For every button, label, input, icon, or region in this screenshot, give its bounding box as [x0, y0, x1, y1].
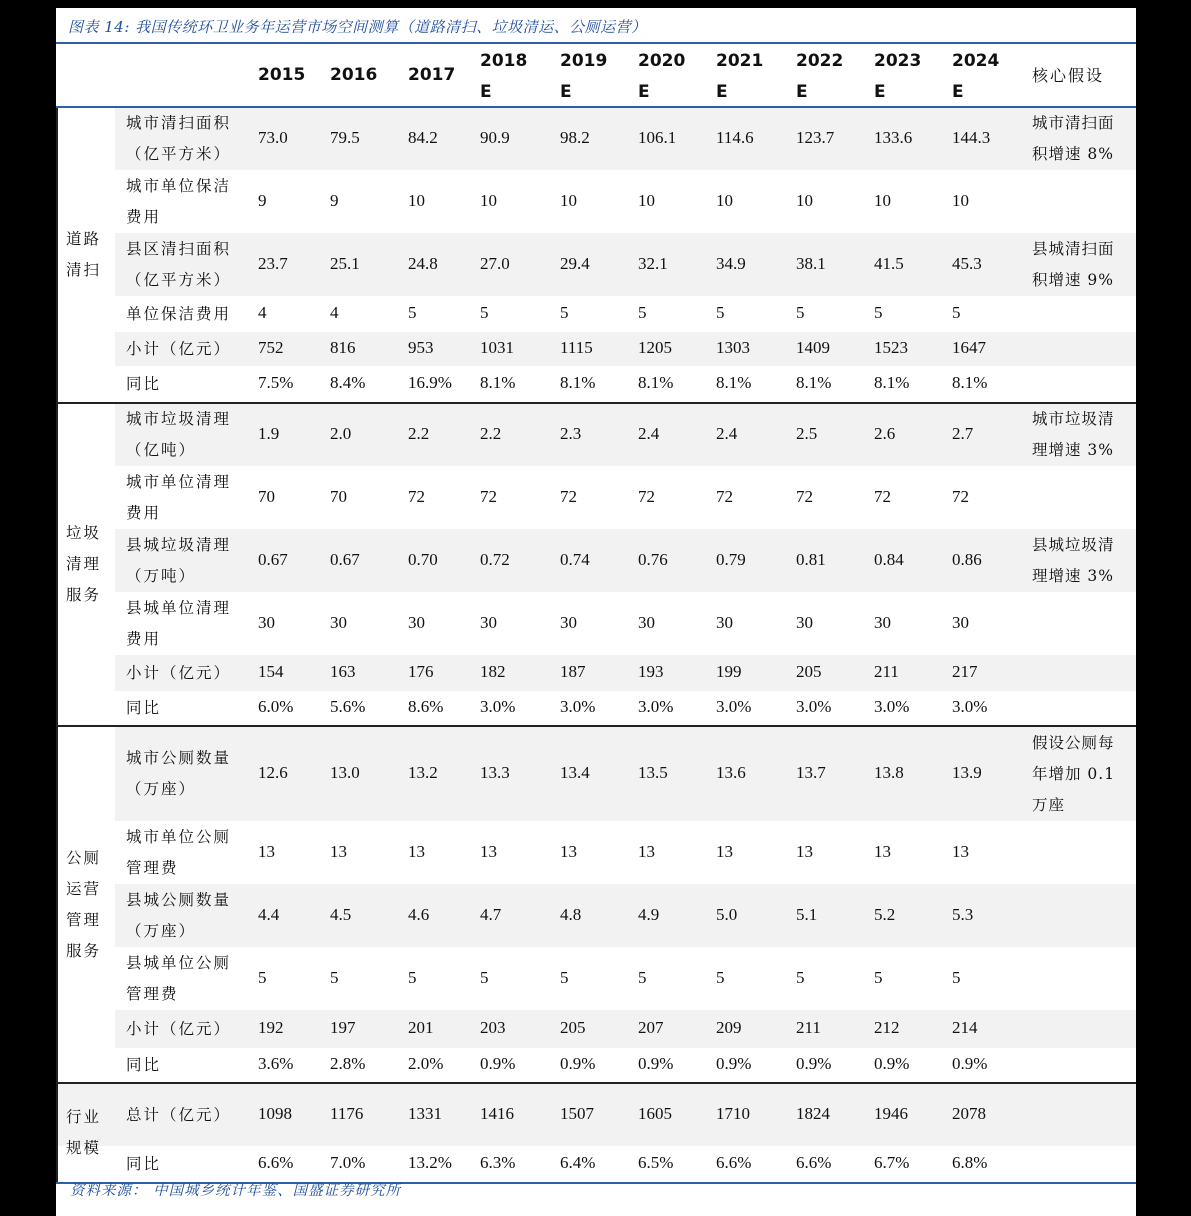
value-cell: 4.8	[560, 904, 582, 924]
value-cell: 13.2	[408, 763, 438, 782]
value-cell: 3.0%	[952, 697, 988, 716]
value-cell: 5	[480, 303, 489, 322]
value-cell: 13	[560, 841, 577, 861]
year-header-2021: 2021	[716, 51, 764, 71]
value-cell: 2.6	[874, 424, 896, 443]
value-cell: 4	[330, 303, 339, 322]
value-cell: 4.5	[330, 904, 352, 924]
row-label: 总计（亿元）	[126, 1105, 232, 1124]
value-cell: 10	[874, 190, 891, 210]
value-cell: 0.67	[258, 549, 288, 569]
value-cell: 5	[952, 967, 961, 987]
value-cell: 10	[796, 190, 813, 210]
value-cell: 2.2	[480, 424, 502, 443]
value-cell: 13.5	[638, 763, 668, 782]
value-cell: 0.67	[330, 549, 360, 569]
assumption-note: 年增加 0.1	[1032, 764, 1116, 783]
value-cell: 0.72	[480, 549, 510, 569]
value-cell: 5	[716, 303, 725, 322]
value-cell: 6.6%	[796, 1153, 832, 1172]
value-cell: 133.6	[874, 128, 913, 147]
year-header-estimate-mark: E	[560, 82, 572, 102]
value-cell: 8.1%	[480, 373, 516, 392]
value-cell: 6.5%	[638, 1153, 674, 1172]
value-cell: 5	[408, 967, 417, 987]
row-label: 同比	[126, 1055, 162, 1074]
value-cell: 5.3	[952, 904, 974, 924]
value-cell: 72	[408, 486, 425, 506]
value-cell: 30	[560, 612, 577, 632]
value-cell: 3.0%	[560, 697, 596, 716]
value-cell: 13.4	[560, 763, 590, 782]
row-label: 城市清扫面积	[126, 114, 232, 132]
row-label: 城市单位保洁	[126, 176, 232, 195]
value-cell: 1523	[874, 338, 908, 357]
value-cell: 8.1%	[796, 373, 832, 392]
year-header-estimate-mark: E	[716, 82, 728, 102]
assumption-note: 假设公厕每	[1032, 733, 1115, 752]
section-label: 清扫	[66, 261, 102, 279]
value-cell: 5	[874, 967, 883, 987]
section-label: 运营	[66, 879, 102, 898]
table-row	[115, 296, 1136, 332]
value-cell: 6.0%	[258, 697, 294, 716]
value-cell: 212	[874, 1018, 900, 1037]
value-cell: 203	[480, 1018, 506, 1037]
value-cell: 27.0	[480, 253, 510, 273]
value-cell: 13.0	[330, 763, 360, 782]
section-left-border	[56, 404, 58, 725]
value-cell: 2.4	[716, 424, 738, 443]
value-cell: 2.7	[952, 424, 974, 443]
value-cell: 13.9	[952, 763, 982, 782]
value-cell: 13	[638, 841, 655, 861]
value-cell: 0.9%	[716, 1054, 752, 1073]
value-cell: 30	[638, 612, 655, 632]
value-cell: 5.2	[874, 904, 896, 924]
assumption-note: 万座	[1032, 795, 1066, 814]
value-cell: 13	[952, 841, 969, 861]
value-cell: 2.5	[796, 424, 818, 443]
value-cell: 72	[874, 486, 891, 506]
value-cell: 30	[952, 612, 969, 632]
value-cell: 8.6%	[408, 697, 444, 716]
row-label: 管理费	[126, 984, 179, 1003]
assumption-note: 理增速 3%	[1032, 566, 1115, 585]
value-cell: 8.1%	[952, 373, 988, 392]
section-label: 公厕	[66, 848, 102, 867]
value-cell: 182	[480, 662, 506, 681]
value-cell: 4.6	[408, 904, 430, 924]
value-cell: 5	[952, 303, 961, 322]
section-label: 垃圾	[66, 524, 102, 542]
value-cell: 0.9%	[796, 1054, 832, 1073]
value-cell: 5	[796, 967, 805, 987]
value-cell: 205	[560, 1018, 586, 1037]
value-cell: 5	[638, 303, 647, 322]
value-cell: 13.3	[480, 763, 510, 782]
value-cell: 1416	[480, 1104, 514, 1123]
year-header-estimate-mark: E	[874, 82, 886, 102]
value-cell: 32.1	[638, 253, 668, 273]
value-cell: 13.2%	[408, 1153, 452, 1172]
value-cell: 9	[258, 190, 267, 210]
value-cell: 10	[480, 190, 497, 210]
value-cell: 1031	[480, 338, 514, 357]
value-cell: 8.1%	[560, 373, 596, 392]
row-label: 同比	[126, 374, 162, 393]
value-cell: 6.6%	[716, 1153, 752, 1172]
value-cell: 106.1	[638, 128, 677, 147]
value-cell: 1303	[716, 338, 750, 357]
value-cell: 13	[408, 841, 425, 861]
value-cell: 0.86	[952, 549, 982, 569]
value-cell: 72	[796, 486, 813, 506]
assumption-note: 理增速 3%	[1032, 441, 1115, 459]
value-cell: 10	[560, 190, 577, 210]
value-cell: 1331	[408, 1104, 442, 1123]
assumption-note: 城市清扫面	[1032, 114, 1115, 132]
value-cell: 1205	[638, 338, 672, 357]
value-cell: 154	[258, 662, 284, 681]
value-cell: 176	[408, 662, 434, 681]
section-label: 管理	[66, 910, 102, 929]
value-cell: 201	[408, 1018, 434, 1037]
year-header-estimate-mark: E	[952, 82, 964, 102]
value-cell: 30	[480, 612, 497, 632]
value-cell: 79.5	[330, 128, 360, 147]
value-cell: 199	[716, 662, 742, 681]
assumption-note: 积增速 8%	[1032, 145, 1115, 163]
row-label: 小计（亿元）	[126, 663, 232, 682]
section-label: 清理	[66, 555, 102, 573]
row-label: 单位保洁费用	[126, 304, 232, 323]
value-cell: 2.0	[330, 424, 352, 443]
section-label: 规模	[66, 1139, 102, 1157]
value-cell: 30	[874, 612, 891, 632]
value-cell: 0.70	[408, 549, 438, 569]
value-cell: 214	[952, 1018, 978, 1037]
value-cell: 211	[874, 662, 899, 681]
row-label: 县城垃圾清理	[126, 535, 232, 554]
value-cell: 72	[560, 486, 577, 506]
value-cell: 6.7%	[874, 1153, 910, 1172]
value-cell: 73.0	[258, 128, 288, 147]
value-cell: 9	[330, 190, 339, 210]
value-cell: 13	[874, 841, 891, 861]
value-cell: 1507	[560, 1104, 594, 1123]
value-cell: 70	[258, 486, 275, 506]
row-label: 同比	[126, 1154, 162, 1173]
value-cell: 24.8	[408, 253, 438, 273]
value-cell: 1098	[258, 1104, 292, 1123]
value-cell: 16.9%	[408, 373, 452, 392]
value-cell: 752	[258, 338, 284, 357]
value-cell: 205	[796, 662, 822, 681]
value-cell: 0.9%	[952, 1054, 988, 1073]
row-label: （亿平方米）	[126, 270, 232, 289]
value-cell: 163	[330, 662, 356, 681]
value-cell: 2.8%	[330, 1054, 366, 1073]
value-cell: 4.9	[638, 904, 660, 924]
value-cell: 1946	[874, 1104, 908, 1123]
value-cell: 3.0%	[796, 697, 832, 716]
value-cell: 8.1%	[874, 373, 910, 392]
value-cell: 8.4%	[330, 373, 366, 392]
value-cell: 6.8%	[952, 1153, 988, 1172]
value-cell: 13	[258, 841, 275, 861]
value-cell: 816	[330, 338, 356, 357]
assumption-note: 积增速 9%	[1032, 270, 1115, 289]
value-cell: 5	[560, 303, 569, 322]
value-cell: 0.81	[796, 549, 826, 569]
year-header-2020: 2020	[638, 51, 686, 71]
value-cell: 30	[716, 612, 733, 632]
section-left-border	[56, 108, 58, 402]
value-cell: 2078	[952, 1104, 986, 1123]
value-cell: 6.4%	[560, 1153, 596, 1172]
value-cell: 5	[480, 967, 489, 987]
assumption-note: 县城清扫面	[1032, 239, 1115, 258]
row-label: （万吨）	[126, 566, 197, 585]
value-cell: 13	[796, 841, 813, 861]
row-label: 县城单位公厕	[126, 953, 232, 972]
value-cell: 0.9%	[874, 1054, 910, 1073]
value-cell: 0.76	[638, 549, 668, 569]
value-cell: 13	[716, 841, 733, 861]
value-cell: 5	[638, 967, 647, 987]
value-cell: 6.6%	[258, 1153, 294, 1172]
section-left-border	[56, 727, 58, 1082]
value-cell: 30	[408, 612, 425, 632]
value-cell: 84.2	[408, 128, 438, 147]
value-cell: 217	[952, 662, 978, 681]
value-cell: 30	[258, 612, 275, 632]
year-header-2024: 2024	[952, 51, 1000, 71]
value-cell: 12.6	[258, 763, 288, 782]
table-row	[115, 170, 1136, 233]
value-cell: 1409	[796, 338, 830, 357]
value-cell: 10	[638, 190, 655, 210]
value-cell: 3.0%	[874, 697, 910, 716]
value-cell: 5.1	[796, 904, 818, 924]
section-label: 服务	[66, 941, 102, 960]
value-cell: 4	[258, 303, 267, 322]
value-cell: 13	[480, 841, 497, 861]
value-cell: 3.6%	[258, 1054, 294, 1073]
value-cell: 5	[330, 967, 339, 987]
value-cell: 5	[716, 967, 725, 987]
row-label: 费用	[126, 503, 162, 522]
source-note: 资料来源： 中国城乡统计年鉴、国盛证券研究所	[70, 1183, 402, 1199]
year-header-estimate-mark: E	[480, 82, 492, 102]
value-cell: 1176	[330, 1104, 364, 1123]
value-cell: 6.3%	[480, 1153, 516, 1172]
section-left-border	[56, 1084, 58, 1182]
value-cell: 4.7	[480, 904, 502, 924]
value-cell: 13.7	[796, 763, 826, 782]
row-label: 城市垃圾清理	[126, 410, 232, 428]
value-cell: 2.2	[408, 424, 430, 443]
value-cell: 209	[716, 1018, 742, 1037]
value-cell: 211	[796, 1018, 821, 1037]
value-cell: 72	[716, 486, 733, 506]
year-header-estimate-mark: E	[638, 82, 650, 102]
figure-title: 图表 14: 我国传统环卫业务年运营市场空间测算（道路清扫、垃圾清运、公厕运营）	[68, 18, 647, 36]
value-cell: 8.1%	[638, 373, 674, 392]
value-cell: 5	[560, 967, 569, 987]
value-cell: 0.84	[874, 549, 904, 569]
title-divider	[56, 42, 1136, 44]
value-cell: 72	[638, 486, 655, 506]
value-cell: 197	[330, 1018, 356, 1037]
section-label: 行业	[66, 1108, 102, 1126]
section-label: 道路	[66, 230, 102, 248]
value-cell: 3.0%	[480, 697, 516, 716]
row-label: 费用	[126, 207, 162, 226]
row-label: 城市单位公厕	[126, 827, 232, 846]
year-header-2019: 2019	[560, 51, 608, 71]
row-label: 城市公厕数量	[126, 749, 232, 767]
value-cell: 187	[560, 662, 586, 681]
assumption-note: 城市垃圾清	[1032, 410, 1115, 428]
assumption-header: 核心假设	[1032, 66, 1105, 85]
value-cell: 1647	[952, 338, 986, 357]
year-header-estimate-mark: E	[796, 82, 808, 102]
value-cell: 5	[408, 303, 417, 322]
value-cell: 13.8	[874, 763, 904, 782]
value-cell: 3.0%	[638, 697, 674, 716]
value-cell: 5	[258, 967, 267, 987]
value-cell: 72	[952, 486, 969, 506]
value-cell: 98.2	[560, 128, 590, 147]
value-cell: 1824	[796, 1104, 830, 1123]
section-label: 服务	[66, 586, 102, 604]
year-header-2016: 2016	[330, 65, 378, 85]
value-cell: 13	[330, 841, 347, 861]
year-header-2018: 2018	[480, 51, 528, 71]
value-cell: 34.9	[716, 253, 746, 273]
row-label: 费用	[126, 629, 162, 648]
value-cell: 90.9	[480, 128, 510, 147]
row-label: （亿吨）	[126, 441, 197, 459]
year-header-2017: 2017	[408, 65, 456, 85]
value-cell: 45.3	[952, 253, 982, 273]
row-label: 县城单位清理	[126, 598, 232, 617]
value-cell: 5	[874, 303, 883, 322]
value-cell: 5	[796, 303, 805, 322]
value-cell: 953	[408, 338, 434, 357]
value-cell: 8.1%	[716, 373, 752, 392]
value-cell: 72	[480, 486, 497, 506]
value-cell: 29.4	[560, 253, 590, 273]
row-label: 小计（亿元）	[126, 339, 232, 358]
row-label: （万座）	[126, 780, 197, 798]
value-cell: 2.4	[638, 424, 660, 443]
value-cell: 3.0%	[716, 697, 752, 716]
value-cell: 114.6	[716, 128, 754, 147]
year-header-2022: 2022	[796, 51, 844, 71]
value-cell: 0.9%	[638, 1054, 674, 1073]
value-cell: 1115	[560, 338, 593, 357]
report-page	[56, 8, 1136, 1216]
value-cell: 30	[796, 612, 813, 632]
value-cell: 7.0%	[330, 1153, 366, 1172]
value-cell: 25.1	[330, 253, 360, 273]
row-label: （万座）	[126, 921, 197, 940]
value-cell: 38.1	[796, 253, 826, 273]
row-label: 管理费	[126, 858, 179, 877]
value-cell: 7.5%	[258, 373, 294, 392]
assumption-note: 县城垃圾清	[1032, 535, 1115, 554]
row-label: （亿平方米）	[126, 145, 232, 163]
value-cell: 1605	[638, 1104, 672, 1123]
year-header-2015: 2015	[258, 65, 306, 85]
row-label: 同比	[126, 698, 162, 717]
year-header-2023: 2023	[874, 51, 922, 71]
value-cell: 2.3	[560, 424, 582, 443]
value-cell: 1710	[716, 1104, 750, 1123]
value-cell: 0.79	[716, 549, 746, 569]
value-cell: 41.5	[874, 253, 904, 273]
value-cell: 192	[258, 1018, 284, 1037]
value-cell: 30	[330, 612, 347, 632]
value-cell: 5.0	[716, 904, 738, 924]
value-cell: 23.7	[258, 253, 288, 273]
value-cell: 4.4	[258, 904, 280, 924]
value-cell: 5.6%	[330, 697, 366, 716]
value-cell: 193	[638, 662, 664, 681]
value-cell: 10	[408, 190, 425, 210]
value-cell: 2.0%	[408, 1054, 444, 1073]
value-cell: 1.9	[258, 424, 280, 443]
value-cell: 144.3	[952, 128, 991, 147]
value-cell: 13.6	[716, 763, 746, 782]
row-label: 小计（亿元）	[126, 1019, 232, 1038]
value-cell: 0.9%	[560, 1054, 596, 1073]
value-cell: 207	[638, 1018, 664, 1037]
row-label: 城市单位清理	[126, 472, 232, 491]
value-cell: 0.74	[560, 549, 590, 569]
value-cell: 10	[952, 190, 969, 210]
row-label: 县城公厕数量	[126, 890, 232, 909]
value-cell: 70	[330, 486, 347, 506]
row-label: 县区清扫面积	[126, 239, 232, 258]
value-cell: 10	[716, 190, 733, 210]
value-cell: 123.7	[796, 128, 835, 147]
table-row	[115, 947, 1136, 1010]
value-cell: 0.9%	[480, 1054, 516, 1073]
